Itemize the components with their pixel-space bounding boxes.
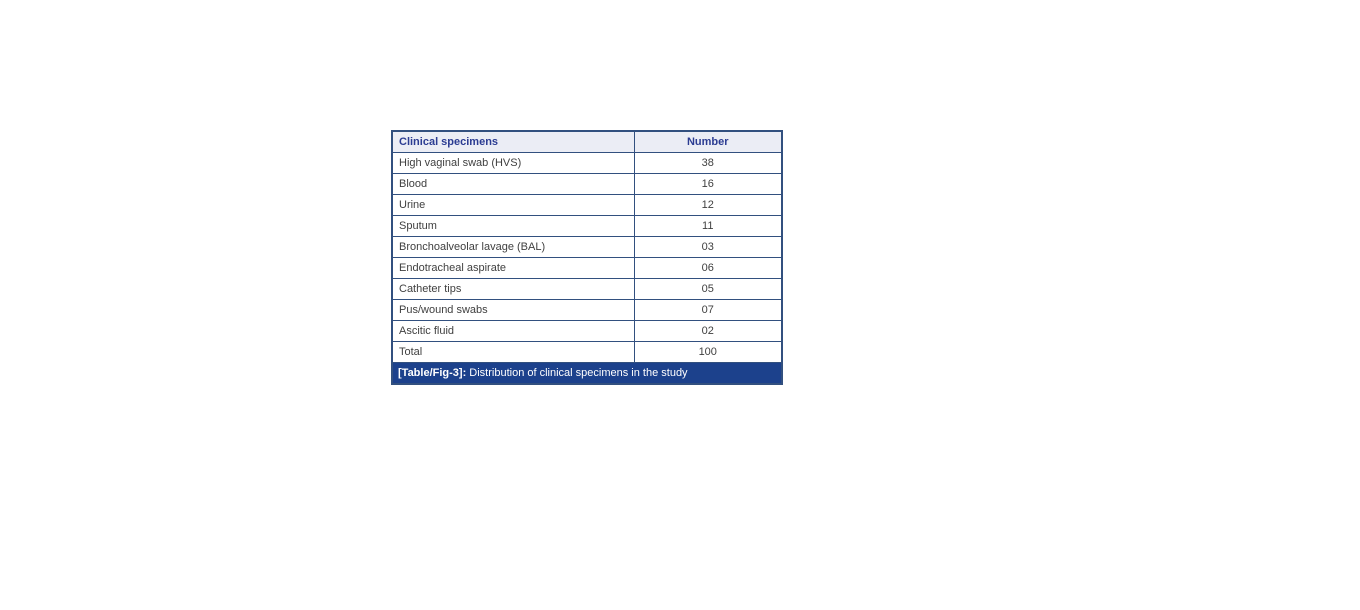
table-row xyxy=(392,216,782,237)
number-cell: 11 xyxy=(634,216,782,237)
table-header-row xyxy=(392,131,782,153)
caption-text: Distribution of clinical specimens in the study xyxy=(466,367,688,379)
table-row xyxy=(392,321,782,342)
table-caption xyxy=(392,363,782,385)
table-row xyxy=(392,174,782,195)
number-cell: 07 xyxy=(634,300,782,321)
specimen-cell: Bronchoalveolar lavage (BAL) xyxy=(392,237,634,258)
table-row xyxy=(392,342,782,363)
number-cell: 100 xyxy=(634,342,782,363)
number-cell: 05 xyxy=(634,279,782,300)
column-header-number: Number xyxy=(634,131,782,153)
table-row xyxy=(392,258,782,279)
specimen-cell: Pus/wound swabs xyxy=(392,300,634,321)
number-cell: 02 xyxy=(634,321,782,342)
specimen-cell: Urine xyxy=(392,195,634,216)
column-header-clinical-specimens: Clinical specimens xyxy=(392,131,634,153)
caption-label: [Table/Fig-3]: xyxy=(398,367,467,379)
specimen-cell: High vaginal swab (HVS) xyxy=(392,153,634,174)
number-cell: 06 xyxy=(634,258,782,279)
table-row xyxy=(392,279,782,300)
table-caption-row xyxy=(392,363,782,385)
number-cell: 12 xyxy=(634,195,782,216)
specimen-cell: Sputum xyxy=(392,216,634,237)
specimen-cell: Endotracheal aspirate xyxy=(392,258,634,279)
specimen-cell: Catheter tips xyxy=(392,279,634,300)
table-row xyxy=(392,300,782,321)
specimen-cell: Ascitic fluid xyxy=(392,321,634,342)
number-cell: 03 xyxy=(634,237,782,258)
clinical-specimens-table xyxy=(391,130,783,385)
specimen-cell: Total xyxy=(392,342,634,363)
number-cell: 38 xyxy=(634,153,782,174)
specimen-cell: Blood xyxy=(392,174,634,195)
table-row xyxy=(392,195,782,216)
table-row xyxy=(392,237,782,258)
table-row xyxy=(392,153,782,174)
number-cell: 16 xyxy=(634,174,782,195)
